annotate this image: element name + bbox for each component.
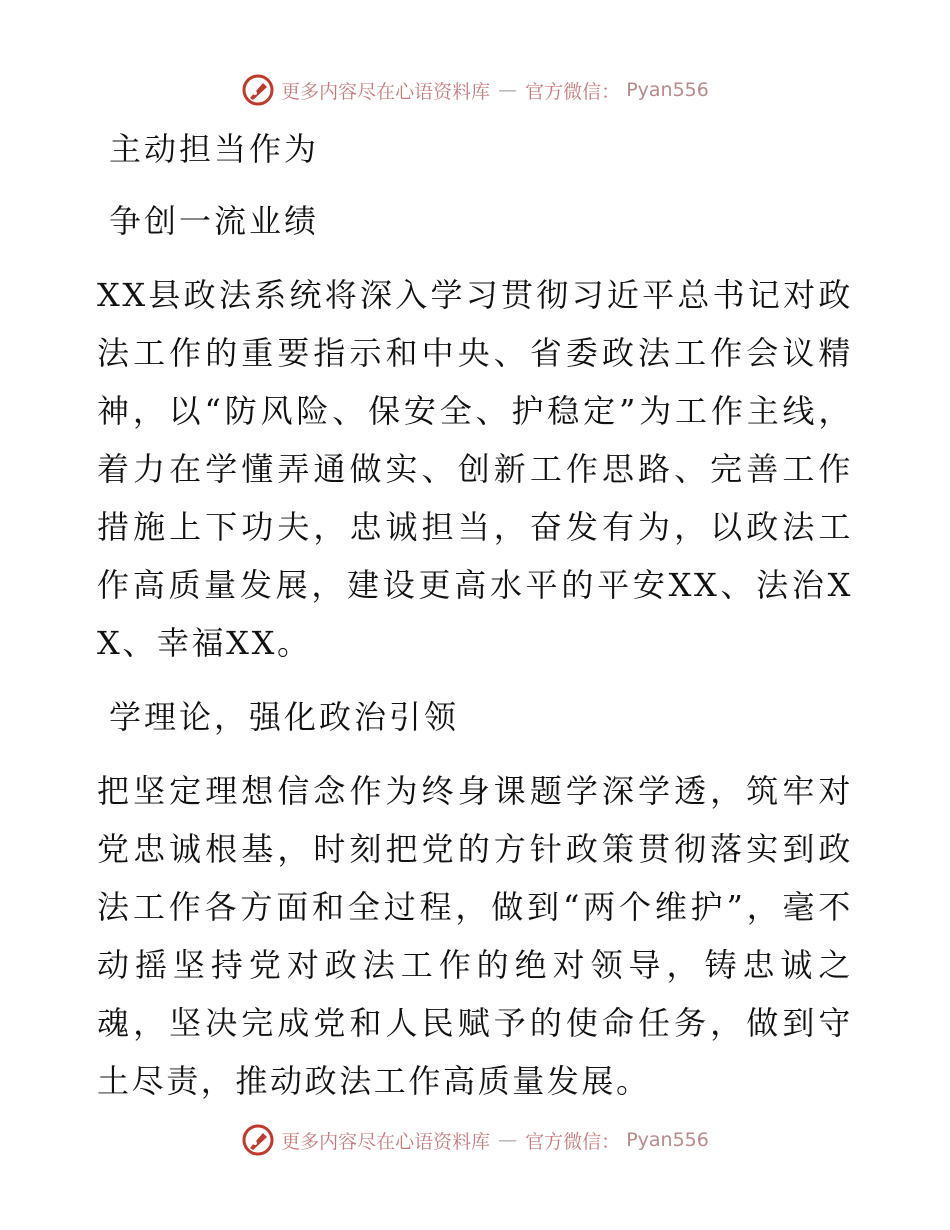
document-body: [97, 120, 853, 1126]
paragraph-1: XX县政法系统将深入学习贯彻习近平总书记对政法工作的重要指示和中央、省委政法工作会议精神，以“防风险、保安全、护稳定”为工作主线，着力在学懂弄通做实、创新工作思路、完善工作措施上下功夫，忠诚担当，奋发有为，以政法工作高质量发展，建设更高水平的平安XX、法治XX、幸福XX。: [97, 276, 853, 662]
pen-nib-logo-icon: [241, 1123, 275, 1157]
watermark-separator: —: [498, 79, 518, 101]
header-watermark: [0, 70, 950, 110]
document-heading-1: 主动担当作为: [109, 130, 320, 168]
watermark-text: 更多内容尽在心语资料库: [281, 80, 491, 103]
pen-nib-logo-icon: [241, 73, 275, 107]
watermark-separator: —: [498, 1129, 518, 1151]
watermark-wechat-label: 官方微信：: [525, 80, 621, 103]
watermark-wechat-id: Pyan556: [626, 1129, 709, 1151]
watermark-wechat-id: Pyan556: [626, 79, 709, 101]
section-heading: 学理论，强化政治引领: [109, 698, 460, 736]
paragraph-2: 把坚定理想信念作为终身课题学深学透，筑牢对党忠诚根基，时刻把党的方针政策贯彻落实到政法工作各方面和全过程，做到“两个维护”，毫不动摇坚持党对政法工作的绝对领导，铸忠诚之魂，坚决完成党和人民赋予的使命任务，做到守土尽责，推动政法工作高质量发展。: [97, 772, 853, 1100]
watermark-text: 更多内容尽在心语资料库: [281, 1130, 491, 1153]
footer-watermark: [0, 1120, 950, 1160]
watermark-wechat-label: 官方微信：: [525, 1130, 621, 1153]
document-heading-2: 争创一流业绩: [109, 202, 320, 240]
